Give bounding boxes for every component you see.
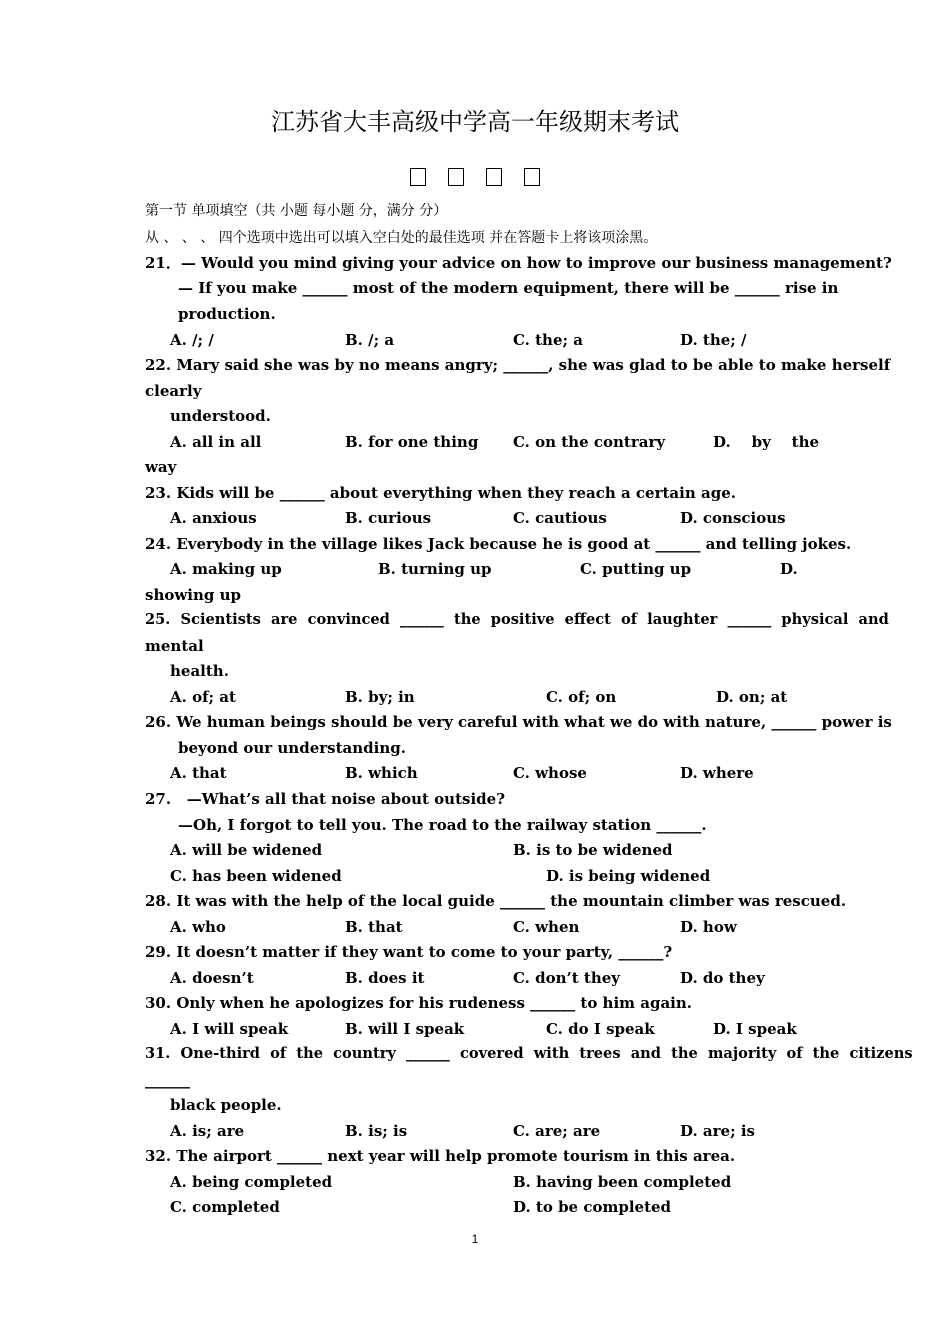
section-heading: 第一节 单项填空（共 小题 每小题 分，满分 分） [145, 203, 448, 219]
option-b: B. for one thing [345, 433, 479, 451]
question-text: understood. [170, 407, 271, 425]
option-b: B. that [345, 918, 403, 936]
question-text: —Oh, I forgot to tell you. The road to the railway station ______. [178, 816, 707, 834]
option-b: B. /; a [345, 331, 395, 349]
option-b: B. does it [345, 969, 425, 987]
option-a: A. /; / [170, 331, 214, 349]
question-text: 29. It doesn’t matter if they want to come to your party, ______? [145, 943, 673, 961]
option-d: D. the; / [680, 331, 747, 349]
question-text: 22. Mary said she was by no means angry; ______, she was glad to be able to make herself [145, 356, 891, 374]
option-a: A. making up [170, 560, 282, 578]
option-b: B. having been completed [513, 1173, 732, 1191]
option-b: B. turning up [378, 560, 492, 578]
option-d: D. [780, 560, 798, 578]
option-b: B. will I speak [345, 1020, 465, 1038]
option-c: C. has been widened [170, 867, 342, 885]
option-a: A. is; are [170, 1122, 245, 1140]
option-b: B. is to be widened [513, 841, 673, 859]
question-text: 23. Kids will be ______ about everything when they reach a certain age. [145, 484, 736, 502]
question-text: way [145, 458, 177, 476]
question-text: health. [170, 662, 229, 680]
option-a: A. that [170, 764, 227, 782]
exam-title: 江苏省大丰高级中学高一年级期末考试 [271, 108, 679, 136]
option-c: C. don’t they [513, 969, 620, 987]
page-number: 1 [471, 1232, 479, 1246]
option-a: A. who [170, 918, 226, 936]
option-b: B. is; is [345, 1122, 408, 1140]
option-a: A. all in all [170, 433, 262, 451]
option-d: D. where [680, 764, 754, 782]
option-c: C. are; are [513, 1122, 601, 1140]
question-text: showing up [145, 586, 241, 604]
option-d: D. are; is [680, 1122, 755, 1140]
question-text: 28. It was with the help of the local guide ______ the mountain climber was rescued. [145, 892, 847, 910]
option-d: D. do they [680, 969, 765, 987]
option-c: C. completed [170, 1198, 280, 1216]
question-text: production. [178, 305, 276, 323]
option-a: A. anxious [170, 509, 257, 527]
question-text: 24. Everybody in the village likes Jack because he is good at ______ and telling jokes. [145, 535, 852, 553]
option-a: A. being completed [170, 1173, 333, 1191]
question-text: 27. —What’s all that noise about outside? [145, 790, 505, 808]
section-instruction: 从 、 、 、 四个选项中选出可以填入空白处的最佳选项 并在答题卡上将该项涂黑。 [145, 230, 658, 246]
question-text: black people. [170, 1096, 282, 1114]
question-text: 32. The airport ______ next year will help promote tourism in this area. [145, 1147, 736, 1165]
question-text: 31. One-third of the country ______ covered with trees and the majority of the citizens [145, 1045, 913, 1062]
option-b: B. by; in [345, 688, 415, 706]
option-c: C. cautious [513, 509, 607, 527]
option-d: D. is being widened [546, 867, 711, 885]
option-a: A. I will speak [170, 1020, 289, 1038]
option-d: D. to be completed [513, 1198, 672, 1216]
question-text: beyond our understanding. [178, 739, 406, 757]
option-b: B. curious [345, 509, 432, 527]
option-b: B. which [345, 764, 418, 782]
option-a: A. will be widened [170, 841, 323, 859]
option-a: A. doesn’t [170, 969, 254, 987]
question-text: — If you make ______ most of the modern equipment, there will be ______ rise in [178, 279, 839, 297]
question-text: 21．— Would you mind giving your advice on how to improve our business management? [145, 254, 892, 272]
question-text: clearly [145, 382, 202, 400]
option-c: C. when [513, 918, 580, 936]
question-text: ______ [145, 1071, 190, 1089]
option-d: D. on; at [716, 688, 788, 706]
option-c: C. whose [513, 764, 587, 782]
option-c: C. of; on [546, 688, 617, 706]
question-text: 26. We human beings should be very careful with what we do with nature, ______ power is [145, 713, 892, 731]
question-text: mental [145, 637, 204, 655]
question-text: 25. Scientists are convinced ______ the positive effect of laughter ______ physical and [145, 611, 889, 628]
option-d: D. how [680, 918, 737, 936]
question-text: 30. Only when he apologizes for his rudeness ______ to him again. [145, 994, 693, 1012]
option-d: D. I speak [713, 1020, 797, 1038]
option-c: C. the; a [513, 331, 583, 349]
option-c: C. on the contrary [513, 433, 666, 451]
option-c: C. putting up [580, 560, 692, 578]
option-a: A. of; at [170, 688, 236, 706]
option-c: C. do I speak [546, 1020, 655, 1038]
section-title-placeholder-glyphs [0, 166, 950, 186]
option-d: D. by the [713, 433, 820, 451]
option-d: D. conscious [680, 509, 786, 527]
